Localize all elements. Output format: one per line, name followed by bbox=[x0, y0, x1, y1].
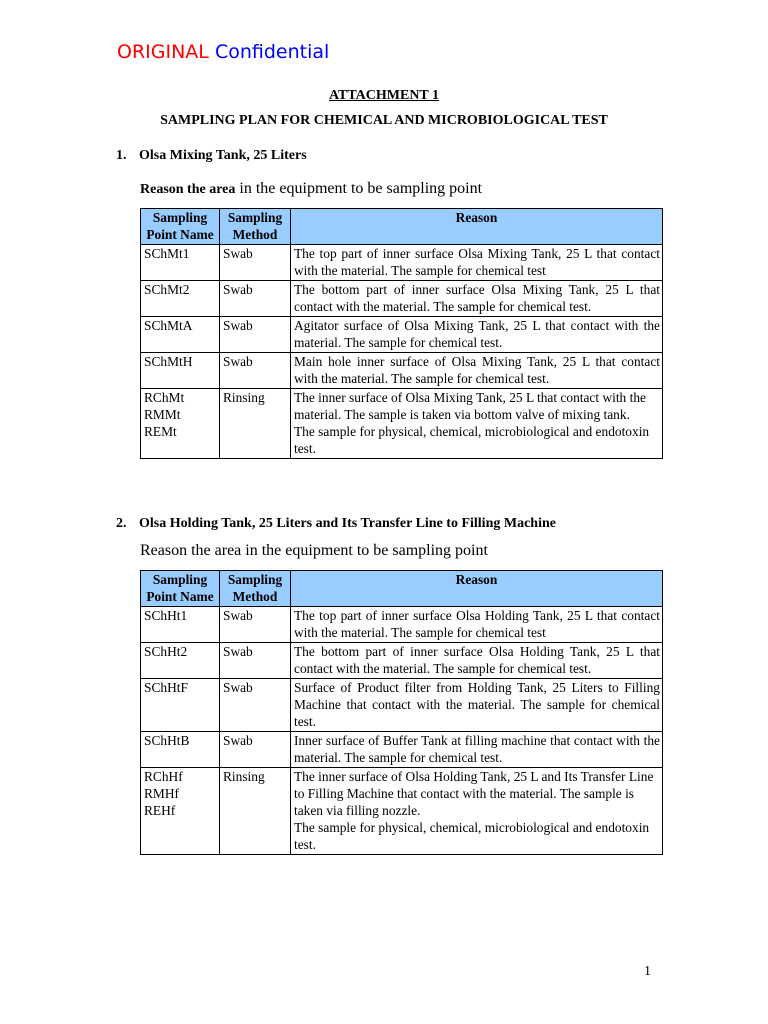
reason-cell: The top part of inner surface Olsa Mixing Tank, 25 L that contact with the material. The sample for chemical test bbox=[291, 245, 663, 281]
sampling-table-1 bbox=[140, 208, 663, 459]
reason-cell: Surface of Product filter from Holding Tank, 25 Liters to Filling Machine that contact with the material. The sample for chemical test. bbox=[291, 679, 663, 732]
reason-cell: The inner surface of Olsa Mixing Tank, 25 L that contact with the material. The sample is taken via bottom valve of mixing tank. The sample for physical, chemical, microbiological and endotoxin test. bbox=[291, 389, 663, 459]
reason-text: in the equipment to be sampling point bbox=[235, 180, 483, 197]
section-heading-1 bbox=[116, 148, 307, 164]
method-cell: Swab bbox=[220, 679, 291, 732]
column-header-point: Sampling Point Name bbox=[141, 571, 220, 607]
section-title: Olsa Mixing Tank, 25 Liters bbox=[139, 148, 307, 163]
column-header-reason: Reason bbox=[291, 209, 663, 245]
section-heading-2 bbox=[116, 516, 556, 532]
document-title: SAMPLING PLAN FOR CHEMICAL AND MICROBIOLOGICAL TEST bbox=[160, 113, 608, 128]
sampling-table-2 bbox=[140, 570, 663, 855]
reason-line-2: Reason the area in the equipment to be sampling point bbox=[140, 542, 488, 559]
point-cell: SChMtA bbox=[141, 317, 220, 353]
point-cell: RChMt RMMt REMt bbox=[141, 389, 220, 459]
table-row bbox=[141, 607, 663, 643]
reason-cell: The inner surface of Olsa Holding Tank, 25 L and Its Transfer Line to Filling Machine that contact with the material. The sample is taken via filling nozzle. The sample for physical, chemical, microbiological and endotoxin test. bbox=[291, 768, 663, 855]
method-cell: Swab bbox=[220, 245, 291, 281]
reason-cell: The top part of inner surface Olsa Holding Tank, 25 L that contact with the material. The sample for chemical test bbox=[291, 607, 663, 643]
section-number: 2. bbox=[116, 516, 127, 531]
method-cell: Swab bbox=[220, 353, 291, 389]
section-number: 1. bbox=[116, 148, 127, 163]
method-cell: Rinsing bbox=[220, 768, 291, 855]
reason-cell: Main hole inner surface of Olsa Mixing Tank, 25 L that contact with the material. The sample for chemical test. bbox=[291, 353, 663, 389]
method-cell: Rinsing bbox=[220, 389, 291, 459]
confidential-mark bbox=[117, 41, 329, 63]
table-row bbox=[141, 389, 663, 459]
page-number: 1 bbox=[644, 964, 651, 979]
method-cell: Swab bbox=[220, 643, 291, 679]
reason-cell: The bottom part of inner surface Olsa Mixing Tank, 25 L that contact with the material. The sample for chemical test. bbox=[291, 281, 663, 317]
table-row bbox=[141, 317, 663, 353]
table-row bbox=[141, 245, 663, 281]
column-header-method: Sampling Method bbox=[220, 571, 291, 607]
point-cell: SChHt1 bbox=[141, 607, 220, 643]
point-cell: RChHf RMHf REHf bbox=[141, 768, 220, 855]
section-title: Olsa Holding Tank, 25 Liters and Its Transfer Line to Filling Machine bbox=[139, 516, 556, 531]
column-header-method: Sampling Method bbox=[220, 209, 291, 245]
table-header-row bbox=[141, 571, 663, 607]
table-row bbox=[141, 281, 663, 317]
reason-cell: Agitator surface of Olsa Mixing Tank, 25 L that contact with the material. The sample for chemical test. bbox=[291, 317, 663, 353]
point-cell: SChHtF bbox=[141, 679, 220, 732]
confidential-label: Confidential bbox=[214, 41, 330, 63]
column-header-point: Sampling Point Name bbox=[141, 209, 220, 245]
method-cell: Swab bbox=[220, 607, 291, 643]
table-row bbox=[141, 353, 663, 389]
point-cell: SChHt2 bbox=[141, 643, 220, 679]
point-cell: SChHtB bbox=[141, 732, 220, 768]
table-row bbox=[141, 768, 663, 855]
column-header-reason: Reason bbox=[291, 571, 663, 607]
method-cell: Swab bbox=[220, 317, 291, 353]
point-cell: SChMt2 bbox=[141, 281, 220, 317]
point-cell: SChMt1 bbox=[141, 245, 220, 281]
original-label: ORIGINAL bbox=[117, 41, 209, 63]
point-cell: SChMtH bbox=[141, 353, 220, 389]
reason-cell: The bottom part of inner surface Olsa Holding Tank, 25 L that contact with the material. The sample for chemical test. bbox=[291, 643, 663, 679]
attachment-heading: ATTACHMENT 1 bbox=[328, 88, 440, 103]
table-row bbox=[141, 732, 663, 768]
table-header-row bbox=[141, 209, 663, 245]
reason-bold-text: Reason the area bbox=[140, 182, 236, 197]
method-cell: Swab bbox=[220, 281, 291, 317]
table-row bbox=[141, 643, 663, 679]
reason-cell: Inner surface of Buffer Tank at filling machine that contact with the material. The sample for chemical test. bbox=[291, 732, 663, 768]
reason-line-1 bbox=[140, 180, 482, 198]
method-cell: Swab bbox=[220, 732, 291, 768]
table-row bbox=[141, 679, 663, 732]
